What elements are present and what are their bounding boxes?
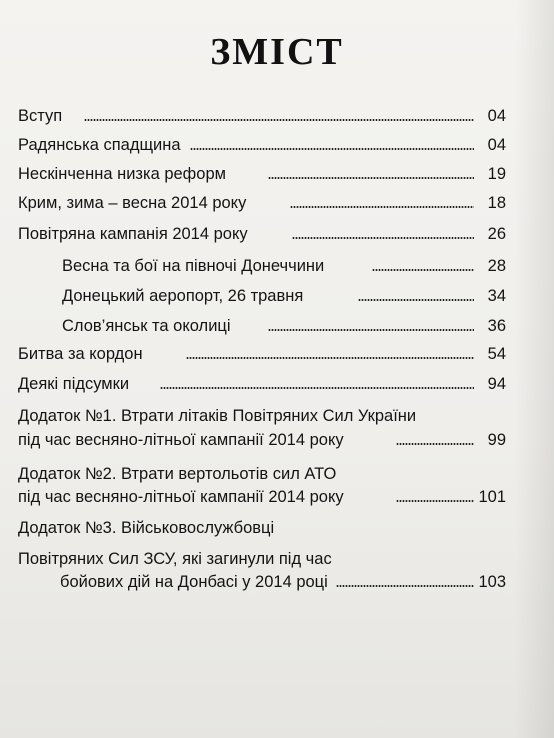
- toc-entry-continuation: [0, 570, 554, 594]
- dot-leader: [372, 269, 474, 271]
- toc-entry: [0, 462, 554, 486]
- toc-entry-page: 19: [487, 165, 506, 183]
- toc-entry: [0, 254, 554, 278]
- dot-leader: [268, 177, 474, 179]
- toc-entry-label: Нескінченна низка реформ: [18, 165, 226, 183]
- toc-entry-page: 28: [487, 257, 506, 275]
- toc-entry-page: 36: [487, 317, 506, 335]
- toc-entry-label: Крим, зима – весна 2014 року: [18, 194, 247, 212]
- toc-entry-page: 26: [487, 225, 506, 243]
- toc-entry-page: 04: [487, 136, 506, 154]
- dot-leader: [336, 585, 474, 587]
- toc-entry: [0, 314, 554, 338]
- dot-leader: [396, 500, 474, 502]
- toc-entry-label: Вступ: [18, 107, 63, 125]
- toc-entry-page: 04: [487, 107, 506, 125]
- toc-entry: [0, 162, 554, 186]
- toc-entry-label: Радянська спадщина: [18, 136, 181, 154]
- toc-entry-label: Повітряна кампанія 2014 року: [18, 225, 248, 243]
- page-title: ЗМІСТ: [210, 31, 344, 73]
- toc-entry: [0, 191, 554, 215]
- toc-entry-continuation: [0, 485, 554, 509]
- toc-entry: [0, 372, 554, 396]
- dot-leader: [358, 299, 474, 301]
- toc-entry-label: Додаток №1. Втрати літаків Повітряних Сил України: [18, 407, 417, 425]
- toc-entry-label: Донецький аеропорт, 26 травня: [62, 287, 304, 305]
- toc-entry-label-line2: під час весняно-літньої кампанії 2014 року: [18, 488, 344, 506]
- toc-entry-label: Додаток №3. Військовослужбовці: [18, 519, 275, 537]
- toc-entry-label: Деякі підсумки: [18, 375, 130, 393]
- dot-leader: [268, 329, 474, 331]
- toc-entry: [0, 342, 554, 366]
- dot-leader: [292, 237, 474, 239]
- toc-entry-page: 94: [487, 375, 506, 393]
- toc-entry-page: 99: [487, 431, 506, 449]
- toc-entry-continuation: [0, 428, 554, 452]
- toc-entry-page: 54: [487, 345, 506, 363]
- toc-entry-label: Повітряних Сил ЗСУ, які загинули під час: [18, 550, 332, 568]
- dot-leader: [290, 206, 474, 208]
- dot-leader: [160, 387, 474, 389]
- toc-entry-label: Битва за кордон: [18, 345, 143, 363]
- toc-entry-label-line2: бойових дій на Донбасі у 2014 році: [60, 573, 328, 591]
- toc-entry-page: 103: [478, 573, 506, 591]
- toc-entry-page: 101: [478, 488, 506, 506]
- dot-leader: [396, 443, 474, 445]
- toc-entry: [0, 547, 554, 571]
- dot-leader: [84, 119, 474, 121]
- toc-entry: [0, 404, 554, 428]
- toc-entry: [0, 133, 554, 157]
- toc-entry-label: Додаток №2. Втрати вертольотів сил АТО: [18, 465, 337, 483]
- toc-entry-page: 34: [487, 287, 506, 305]
- dot-leader: [190, 148, 474, 150]
- toc-entry-page: 18: [487, 194, 506, 212]
- toc-entry: [0, 222, 554, 246]
- dot-leader: [186, 357, 474, 359]
- toc-entry-label: Весна та бої на півночі Донеччини: [62, 257, 325, 275]
- toc-entry-label: Слов’янськ та околиці: [62, 317, 231, 335]
- toc-entry: [0, 284, 554, 308]
- toc-entry: [0, 104, 554, 128]
- toc-entry-label-line2: під час весняно-літньої кампанії 2014 року: [18, 431, 344, 449]
- toc-entry: [0, 516, 554, 540]
